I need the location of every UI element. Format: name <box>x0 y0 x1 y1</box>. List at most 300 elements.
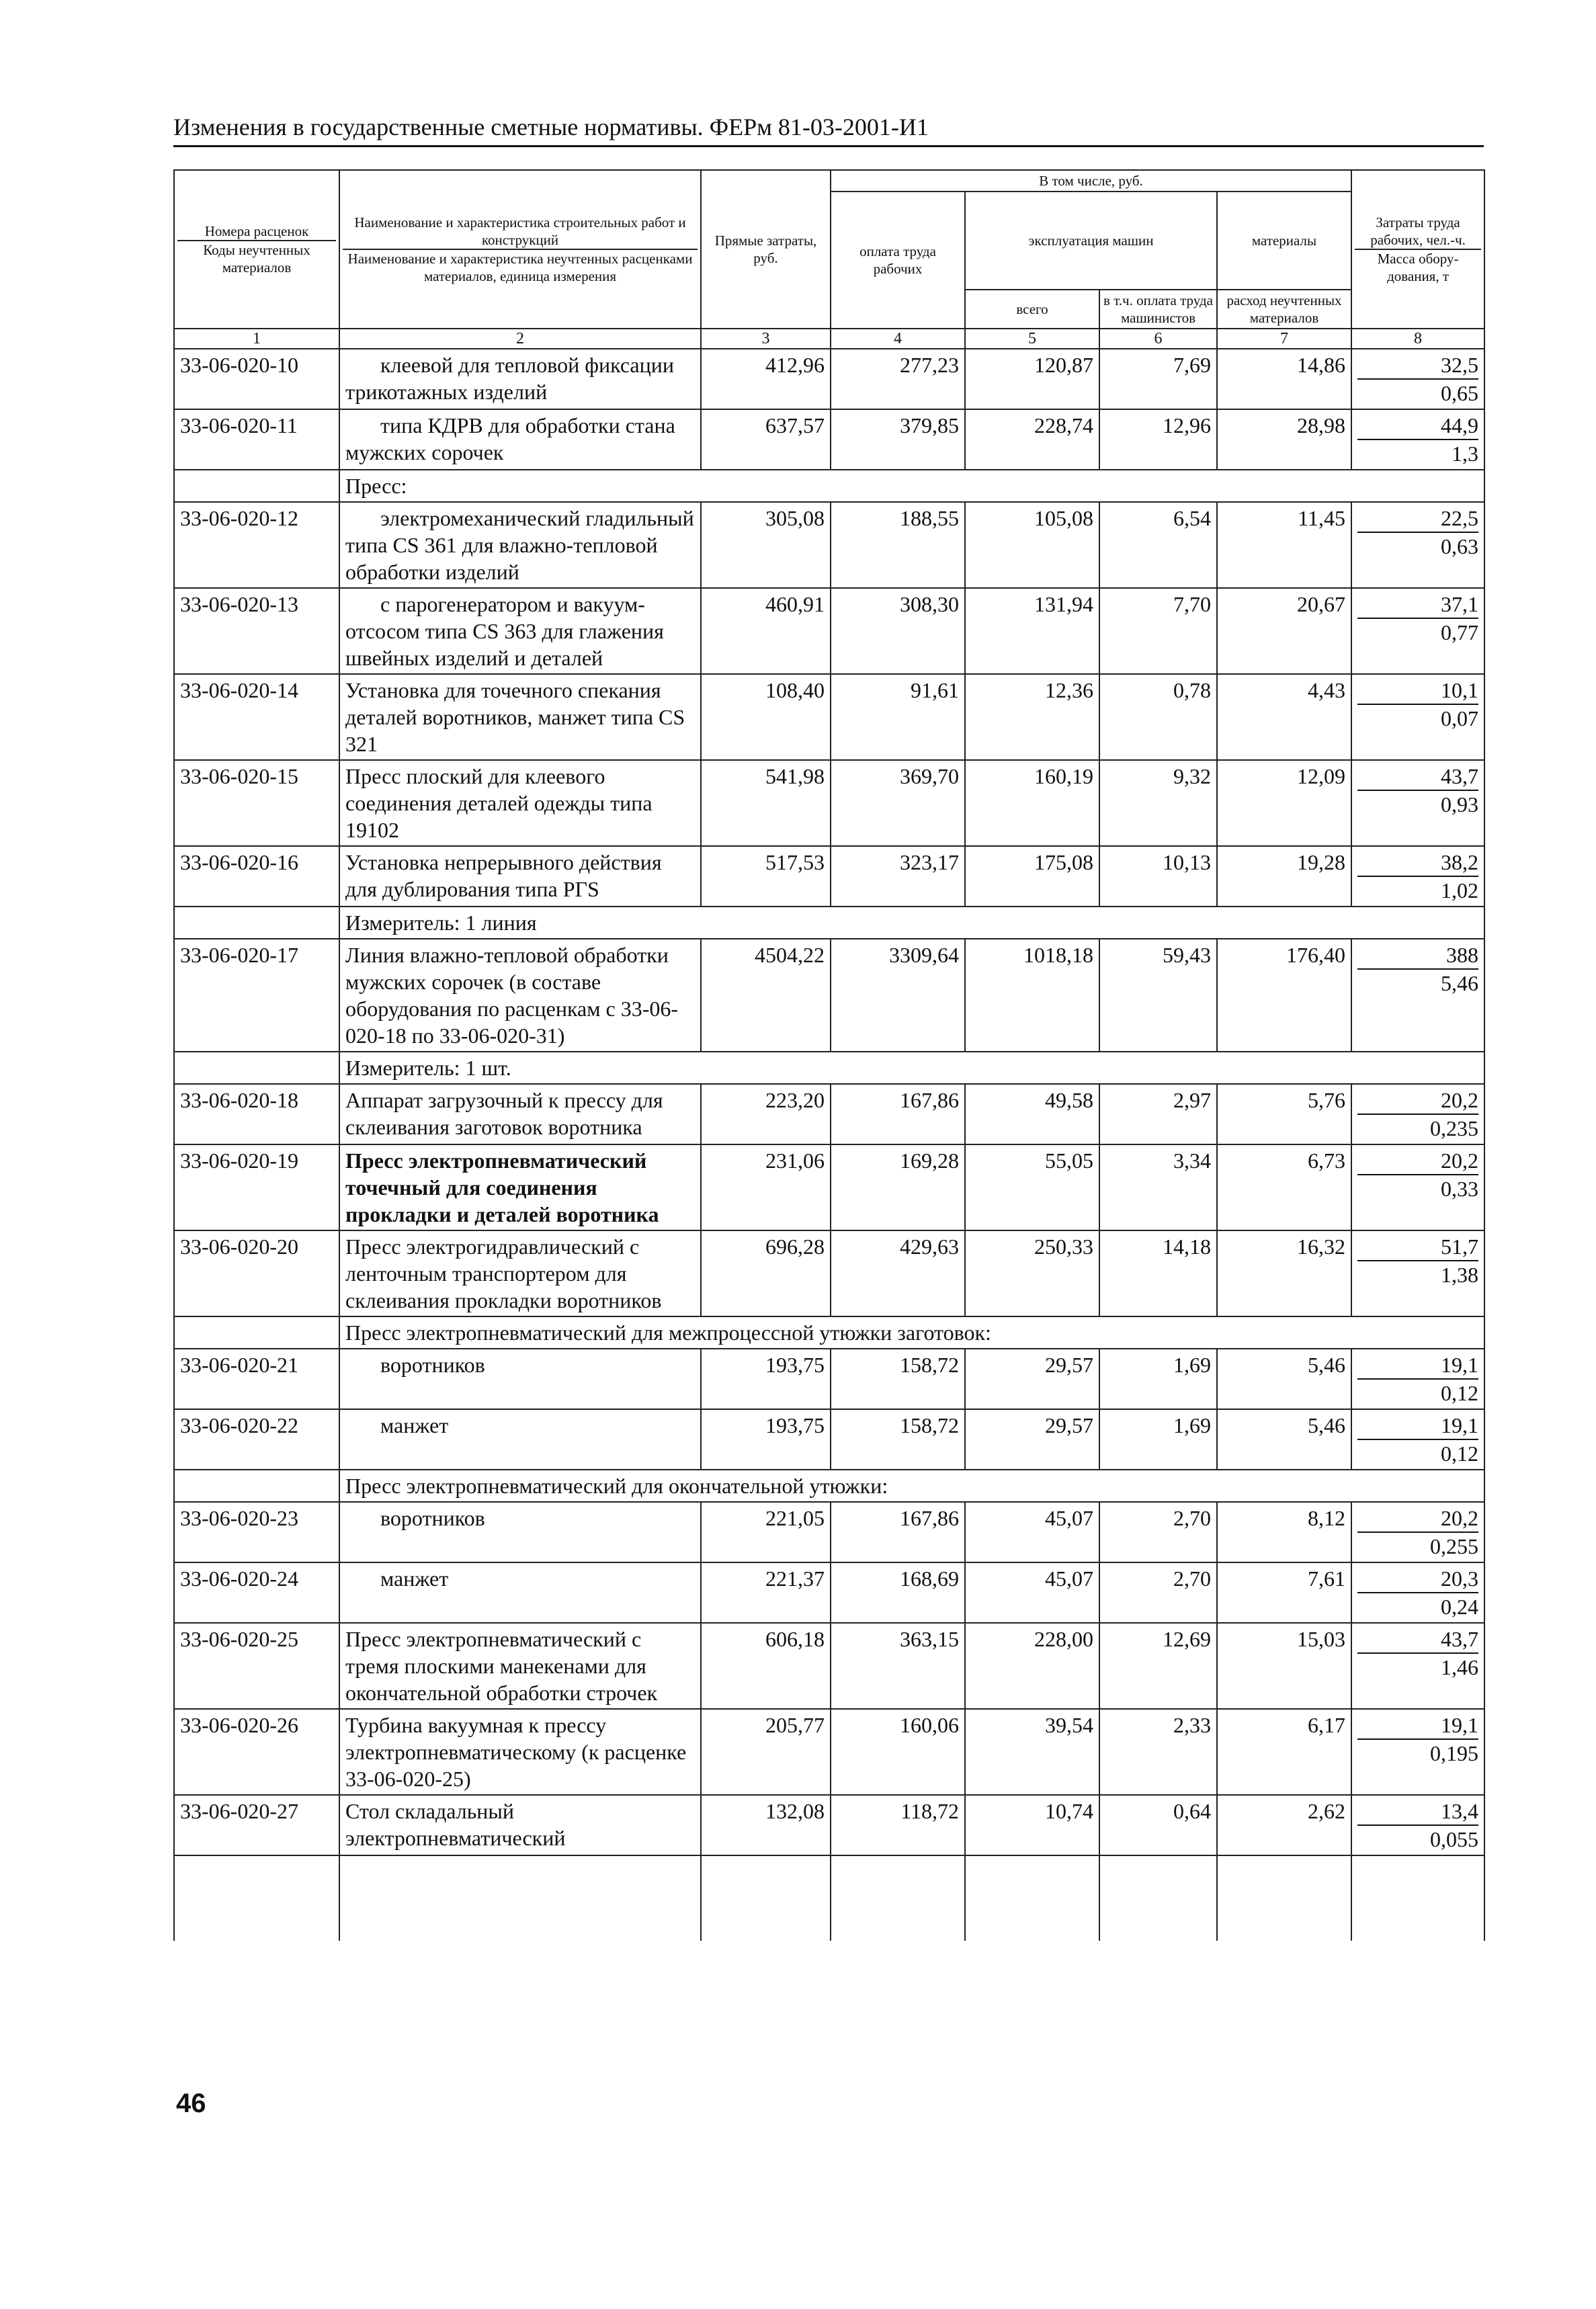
equipment-mass: 0,235 <box>1430 1116 1479 1140</box>
rate-code-text: 33-06-020-26 <box>180 1713 298 1737</box>
work-name <box>339 1230 701 1316</box>
machine-total <box>965 1230 1099 1316</box>
machine-total-text: 1018,18 <box>1023 943 1093 967</box>
equipment-mass: 1,3 <box>1452 442 1479 466</box>
direct-cost-text: 205,77 <box>765 1713 825 1737</box>
machine-total-text: 29,57 <box>1045 1413 1093 1437</box>
machinist-pay-text: 10,13 <box>1163 850 1211 874</box>
machine-total-text: 49,58 <box>1045 1088 1093 1112</box>
work-name-text: воротников <box>380 1506 485 1530</box>
work-name <box>339 760 701 846</box>
empty-cell <box>831 1855 965 1941</box>
machine-total-text: 10,74 <box>1045 1799 1093 1823</box>
work-name <box>339 1623 701 1709</box>
machine-total-text: 105,08 <box>1034 506 1093 530</box>
labor-pay-text: 379,85 <box>900 413 959 437</box>
labor-pay <box>831 939 965 1052</box>
machine-total-text: 131,94 <box>1034 592 1093 616</box>
direct-cost <box>701 846 831 907</box>
labor-pay <box>831 1349 965 1409</box>
group-title: Пресс: <box>339 470 1484 502</box>
col-num: 3 <box>701 329 831 349</box>
table-row <box>174 846 1484 907</box>
equipment-mass: 1,02 <box>1441 878 1479 902</box>
group-row <box>174 470 1484 502</box>
included-label: В том числе, руб. <box>831 170 1351 192</box>
machine-total <box>965 1562 1099 1623</box>
col1-bottom-label: Коды неучтенных материалов <box>203 242 310 276</box>
table-row <box>174 674 1484 760</box>
materials-cost-text: 5,46 <box>1308 1353 1346 1377</box>
machine-total-text: 250,33 <box>1034 1234 1093 1259</box>
equipment-mass: 1,46 <box>1441 1655 1479 1679</box>
work-name-text: клеевой для тепловой фиксации трикотажных изделий <box>345 353 674 404</box>
table-row <box>174 502 1484 588</box>
labor-hours: 10,1 <box>1357 677 1478 705</box>
labor-pay <box>831 1084 965 1144</box>
rate-code-text: 33-06-020-25 <box>180 1627 298 1651</box>
work-name <box>339 588 701 674</box>
col2-top-label: Наименование и характеристика строительных работ и конструкций <box>343 214 698 250</box>
machinist-pay-text: 14,18 <box>1163 1234 1211 1259</box>
machine-total-text: 45,07 <box>1045 1566 1093 1591</box>
labor-pay <box>831 1709 965 1795</box>
table-row <box>174 409 1484 470</box>
rate-code-text: 33-06-020-24 <box>180 1566 298 1591</box>
work-name <box>339 1349 701 1409</box>
work-name <box>339 674 701 760</box>
machinist-pay <box>1099 760 1217 846</box>
machine-total <box>965 1349 1099 1409</box>
work-name-text: воротников <box>380 1353 485 1377</box>
direct-cost-text: 696,28 <box>765 1234 825 1259</box>
equipment-mass: 5,46 <box>1441 971 1479 995</box>
rate-code <box>174 1230 339 1316</box>
materials-cost-text: 11,45 <box>1298 506 1346 530</box>
machinist-pay <box>1099 502 1217 588</box>
materials-cost-text: 7,61 <box>1308 1566 1346 1591</box>
labor-hours: 19,1 <box>1357 1351 1478 1380</box>
labor-hours: 44,9 <box>1357 412 1478 440</box>
group-title: Измеритель: 1 линия <box>339 907 1484 939</box>
labor-pay-text: 167,86 <box>900 1506 959 1530</box>
labor-mass-cell <box>1351 1562 1484 1623</box>
rate-code <box>174 409 339 470</box>
col6-label: в т.ч. оплата труда машинистов <box>1099 290 1217 329</box>
group-row <box>174 1470 1484 1502</box>
labor-mass-cell <box>1351 409 1484 470</box>
group-code-cell <box>174 907 339 939</box>
materials-cost <box>1217 846 1351 907</box>
equipment-mass: 0,33 <box>1441 1177 1479 1201</box>
col8-bottom-label: Масса обору-дования, т <box>1377 251 1459 284</box>
machinist-pay <box>1099 1084 1217 1144</box>
machinist-pay <box>1099 1562 1217 1623</box>
empty-cell <box>965 1855 1099 1941</box>
labor-mass-cell <box>1351 1409 1484 1470</box>
direct-cost <box>701 1230 831 1316</box>
empty-cell <box>701 1855 831 1941</box>
table-row <box>174 588 1484 674</box>
labor-mass-cell <box>1351 846 1484 907</box>
group-code-cell <box>174 470 339 502</box>
machinist-pay <box>1099 349 1217 409</box>
work-name <box>339 1562 701 1623</box>
equipment-mass: 0,65 <box>1441 381 1479 405</box>
machinist-pay-text: 0,78 <box>1173 678 1211 702</box>
materials-cost-text: 16,32 <box>1297 1234 1346 1259</box>
table-row <box>174 1623 1484 1709</box>
labor-hours: 51,7 <box>1357 1233 1478 1261</box>
direct-cost-text: 412,96 <box>765 353 825 377</box>
rate-code <box>174 1795 339 1855</box>
labor-pay-text: 168,69 <box>900 1566 959 1591</box>
equipment-mass: 1,38 <box>1441 1263 1479 1287</box>
labor-pay <box>831 349 965 409</box>
col7-label: расход неучтенных материалов <box>1217 290 1351 329</box>
machine-total-text: 29,57 <box>1045 1353 1093 1377</box>
labor-pay-text: 118,72 <box>900 1799 959 1823</box>
labor-mass-cell <box>1351 1349 1484 1409</box>
direct-cost-text: 637,57 <box>765 413 825 437</box>
work-name <box>339 1409 701 1470</box>
labor-hours: 38,2 <box>1357 849 1478 877</box>
materials-cost-text: 5,46 <box>1308 1413 1346 1437</box>
group-title: Пресс электропневматический для межпроцессной утюжки заготовок: <box>339 1316 1484 1349</box>
col3-label: Прямые затраты, руб. <box>701 170 831 329</box>
table-row <box>174 1409 1484 1470</box>
machinist-pay <box>1099 1230 1217 1316</box>
page-header: Изменения в государственные сметные нормативы. ФЕРм 81-03-2001-И1 <box>173 113 1484 147</box>
work-name <box>339 349 701 409</box>
materials-cost <box>1217 1709 1351 1795</box>
direct-cost <box>701 760 831 846</box>
rate-code <box>174 349 339 409</box>
labor-hours: 43,7 <box>1357 1626 1478 1654</box>
rate-code-text: 33-06-020-18 <box>180 1088 298 1112</box>
labor-hours: 20,2 <box>1357 1147 1478 1175</box>
machinist-pay-text: 6,54 <box>1173 506 1211 530</box>
materials-cost <box>1217 1349 1351 1409</box>
materials-label: материалы <box>1217 192 1351 290</box>
rate-code <box>174 760 339 846</box>
materials-cost <box>1217 1795 1351 1855</box>
machine-total <box>965 588 1099 674</box>
direct-cost <box>701 409 831 470</box>
machines-label: эксплуатация машин <box>965 192 1217 290</box>
table-row <box>174 1084 1484 1144</box>
work-name <box>339 846 701 907</box>
rate-code <box>174 1502 339 1562</box>
work-name-text: Стол складальный электропневматический <box>345 1799 566 1850</box>
equipment-mass: 0,12 <box>1441 1441 1479 1466</box>
machinist-pay-text: 1,69 <box>1173 1353 1211 1377</box>
materials-cost <box>1217 1084 1351 1144</box>
labor-hours: 22,5 <box>1357 505 1478 533</box>
direct-cost <box>701 502 831 588</box>
rate-code <box>174 502 339 588</box>
col2-bottom-label: Наименование и характеристика неучтенных расценками материалов, единица измерения <box>347 251 693 284</box>
labor-hours: 32,5 <box>1357 351 1478 380</box>
rate-code-text: 33-06-020-15 <box>180 764 298 788</box>
col-num: 5 <box>965 329 1099 349</box>
machine-total-text: 160,19 <box>1034 764 1093 788</box>
materials-cost-text: 28,98 <box>1297 413 1346 437</box>
direct-cost <box>701 588 831 674</box>
col4-label: оплата труда рабочих <box>831 192 965 329</box>
direct-cost <box>701 1349 831 1409</box>
col-num: 4 <box>831 329 965 349</box>
work-name-text: Пресс электропневматический точечный для соединения прокладки и деталей воротника <box>345 1148 659 1226</box>
equipment-mass: 0,07 <box>1441 706 1479 730</box>
labor-pay-text: 429,63 <box>900 1234 959 1259</box>
direct-cost-text: 231,06 <box>765 1148 825 1173</box>
machinist-pay <box>1099 1709 1217 1795</box>
labor-hours: 20,2 <box>1357 1505 1478 1533</box>
labor-mass-cell <box>1351 588 1484 674</box>
group-row <box>174 907 1484 939</box>
group-row <box>174 1052 1484 1084</box>
rate-code-text: 33-06-020-22 <box>180 1413 298 1437</box>
rate-code-text: 33-06-020-19 <box>180 1148 298 1173</box>
work-name-text: Установка непрерывного действия для дублирования типа PГS <box>345 850 662 901</box>
labor-hours: 388 <box>1357 941 1478 970</box>
machinist-pay <box>1099 1144 1217 1230</box>
labor-pay-text: 369,70 <box>900 764 959 788</box>
equipment-mass: 0,63 <box>1441 534 1479 558</box>
materials-cost-text: 8,12 <box>1308 1506 1346 1530</box>
group-row <box>174 1316 1484 1349</box>
work-name-text: Аппарат загрузочный к прессу для склеивания заготовок воротника <box>345 1088 663 1139</box>
empty-cell <box>1351 1855 1484 1941</box>
machinist-pay <box>1099 1795 1217 1855</box>
labor-pay <box>831 1144 965 1230</box>
direct-cost-text: 606,18 <box>765 1627 825 1651</box>
table-row <box>174 760 1484 846</box>
work-name <box>339 409 701 470</box>
machine-total <box>965 1795 1099 1855</box>
materials-cost-text: 12,09 <box>1297 764 1346 788</box>
materials-cost-text: 14,86 <box>1297 353 1346 377</box>
work-name <box>339 939 701 1052</box>
direct-cost-text: 223,20 <box>765 1088 825 1112</box>
machinist-pay-text: 2,70 <box>1173 1506 1211 1530</box>
materials-cost <box>1217 502 1351 588</box>
rate-code <box>174 1144 339 1230</box>
rate-code-text: 33-06-020-14 <box>180 678 298 702</box>
table-row <box>174 1709 1484 1795</box>
direct-cost <box>701 674 831 760</box>
machine-total <box>965 846 1099 907</box>
machine-total <box>965 1623 1099 1709</box>
machine-total <box>965 502 1099 588</box>
labor-pay <box>831 1230 965 1316</box>
labor-mass-cell <box>1351 349 1484 409</box>
machinist-pay-text: 0,64 <box>1173 1799 1211 1823</box>
materials-cost-text: 4,43 <box>1308 678 1346 702</box>
materials-cost-text: 6,17 <box>1308 1713 1346 1737</box>
direct-cost-text: 221,37 <box>765 1566 825 1591</box>
machinist-pay-text: 2,70 <box>1173 1566 1211 1591</box>
equipment-mass: 0,24 <box>1441 1595 1479 1619</box>
materials-cost <box>1217 1623 1351 1709</box>
direct-cost-text: 460,91 <box>765 592 825 616</box>
table-row <box>174 1230 1484 1316</box>
rate-code-text: 33-06-020-17 <box>180 943 298 967</box>
materials-cost-text: 176,40 <box>1286 943 1346 967</box>
rate-code-text: 33-06-020-12 <box>180 506 298 530</box>
machine-total-text: 45,07 <box>1045 1506 1093 1530</box>
rate-code <box>174 588 339 674</box>
table-row <box>174 1144 1484 1230</box>
labor-pay-text: 167,86 <box>900 1088 959 1112</box>
col-num: 8 <box>1351 329 1484 349</box>
table-row <box>174 1349 1484 1409</box>
machine-total <box>965 1409 1099 1470</box>
rate-code <box>174 1349 339 1409</box>
machinist-pay-text: 1,69 <box>1173 1413 1211 1437</box>
labor-hours: 43,7 <box>1357 763 1478 791</box>
empty-cell <box>1217 1855 1351 1941</box>
machine-total <box>965 409 1099 470</box>
direct-cost-text: 305,08 <box>765 506 825 530</box>
machine-total-text: 120,87 <box>1034 353 1093 377</box>
column-number-row <box>174 329 1484 349</box>
materials-cost <box>1217 349 1351 409</box>
materials-cost <box>1217 1230 1351 1316</box>
rate-code <box>174 1562 339 1623</box>
direct-cost-text: 193,75 <box>765 1413 825 1437</box>
labor-mass-cell <box>1351 1230 1484 1316</box>
work-name-text: Пресс электрогидравлический с ленточным транспортером для склеивания прокладки воротников <box>345 1234 662 1312</box>
col8-top-label: Затраты труда рабочих, чел.-ч. <box>1355 214 1481 250</box>
labor-pay-text: 169,28 <box>900 1148 959 1173</box>
machine-total <box>965 349 1099 409</box>
machinist-pay <box>1099 409 1217 470</box>
rate-code-text: 33-06-020-27 <box>180 1799 298 1823</box>
machinist-pay-text: 12,69 <box>1163 1627 1211 1651</box>
machine-total-text: 55,05 <box>1045 1148 1093 1173</box>
table-row <box>174 1795 1484 1855</box>
labor-mass-cell <box>1351 1795 1484 1855</box>
labor-pay-text: 188,55 <box>900 506 959 530</box>
rate-code <box>174 939 339 1052</box>
machinist-pay-text: 9,32 <box>1173 764 1211 788</box>
materials-cost <box>1217 1562 1351 1623</box>
rate-code <box>174 1709 339 1795</box>
direct-cost <box>701 1144 831 1230</box>
direct-cost-text: 541,98 <box>765 764 825 788</box>
machinist-pay-text: 7,70 <box>1173 592 1211 616</box>
labor-mass-cell <box>1351 1502 1484 1562</box>
labor-pay <box>831 1623 965 1709</box>
labor-mass-cell <box>1351 1623 1484 1709</box>
labor-mass-cell <box>1351 939 1484 1052</box>
labor-hours: 19,1 <box>1357 1412 1478 1440</box>
direct-cost <box>701 1502 831 1562</box>
labor-pay <box>831 674 965 760</box>
work-name-text: Пресс электропневматический с тремя плоскими манекенами для окончательной обработки строчек <box>345 1627 658 1705</box>
direct-cost-text: 132,08 <box>765 1799 825 1823</box>
materials-cost <box>1217 1502 1351 1562</box>
group-code-cell <box>174 1316 339 1349</box>
labor-hours: 19,1 <box>1357 1712 1478 1740</box>
machinist-pay-text: 2,97 <box>1173 1088 1211 1112</box>
group-code-cell <box>174 1052 339 1084</box>
labor-hours: 37,1 <box>1357 591 1478 619</box>
labor-mass-cell <box>1351 1084 1484 1144</box>
machine-total <box>965 674 1099 760</box>
machinist-pay <box>1099 1349 1217 1409</box>
rate-code <box>174 846 339 907</box>
rate-code <box>174 1409 339 1470</box>
machinist-pay <box>1099 1502 1217 1562</box>
labor-mass-cell <box>1351 1144 1484 1230</box>
labor-pay-text: 363,15 <box>900 1627 959 1651</box>
labor-pay <box>831 1795 965 1855</box>
machine-total-text: 228,00 <box>1034 1627 1093 1651</box>
labor-pay <box>831 1409 965 1470</box>
materials-cost <box>1217 1144 1351 1230</box>
direct-cost-text: 221,05 <box>765 1506 825 1530</box>
direct-cost <box>701 1709 831 1795</box>
machinist-pay-text: 59,43 <box>1163 943 1211 967</box>
materials-cost <box>1217 409 1351 470</box>
col1-top-label: Номера расценок <box>177 222 336 241</box>
materials-cost-text: 20,67 <box>1297 592 1346 616</box>
work-name-text: Установка для точечного спекания деталей воротников, манжет типа CS 321 <box>345 678 685 756</box>
rate-code-text: 33-06-020-11 <box>180 413 298 437</box>
direct-cost-text: 4504,22 <box>755 943 825 967</box>
materials-cost <box>1217 674 1351 760</box>
direct-cost <box>701 1409 831 1470</box>
labor-hours: 20,3 <box>1357 1565 1478 1593</box>
col-num: 6 <box>1099 329 1217 349</box>
direct-cost-text: 193,75 <box>765 1353 825 1377</box>
labor-mass-cell <box>1351 674 1484 760</box>
group-code-cell <box>174 1470 339 1502</box>
rate-code <box>174 674 339 760</box>
rate-code-text: 33-06-020-10 <box>180 353 298 377</box>
rate-code-text: 33-06-020-16 <box>180 850 298 874</box>
labor-pay <box>831 502 965 588</box>
rate-code-text: 33-06-020-20 <box>180 1234 298 1259</box>
work-name-text: Турбина вакуумная к прессу электропневматическому (к расценке 33-06-020-25) <box>345 1713 687 1791</box>
materials-cost-text: 19,28 <box>1297 850 1346 874</box>
machinist-pay <box>1099 674 1217 760</box>
column-header-row <box>174 170 1484 192</box>
materials-cost <box>1217 1409 1351 1470</box>
direct-cost <box>701 1623 831 1709</box>
rate-code <box>174 1084 339 1144</box>
labor-mass-cell <box>1351 760 1484 846</box>
direct-cost <box>701 1795 831 1855</box>
empty-cell <box>174 1855 339 1941</box>
direct-cost <box>701 939 831 1052</box>
labor-pay-text: 91,61 <box>911 678 959 702</box>
table-row <box>174 939 1484 1052</box>
materials-cost <box>1217 588 1351 674</box>
group-title: Пресс электропневматический для окончательной утюжки: <box>339 1470 1484 1502</box>
work-name-text: типа КДРВ для обработки стана мужских сорочек <box>345 413 675 464</box>
col-num: 7 <box>1217 329 1351 349</box>
machine-total-text: 228,74 <box>1034 413 1093 437</box>
work-name <box>339 1502 701 1562</box>
work-name-text: Линия влажно-тепловой обработки мужских сорочек (в составе оборудования по расценкам с 33-06-020-18 по 33-06-020-31) <box>345 943 678 1048</box>
machinist-pay <box>1099 846 1217 907</box>
machine-total <box>965 939 1099 1052</box>
materials-cost-text: 6,73 <box>1308 1148 1346 1173</box>
